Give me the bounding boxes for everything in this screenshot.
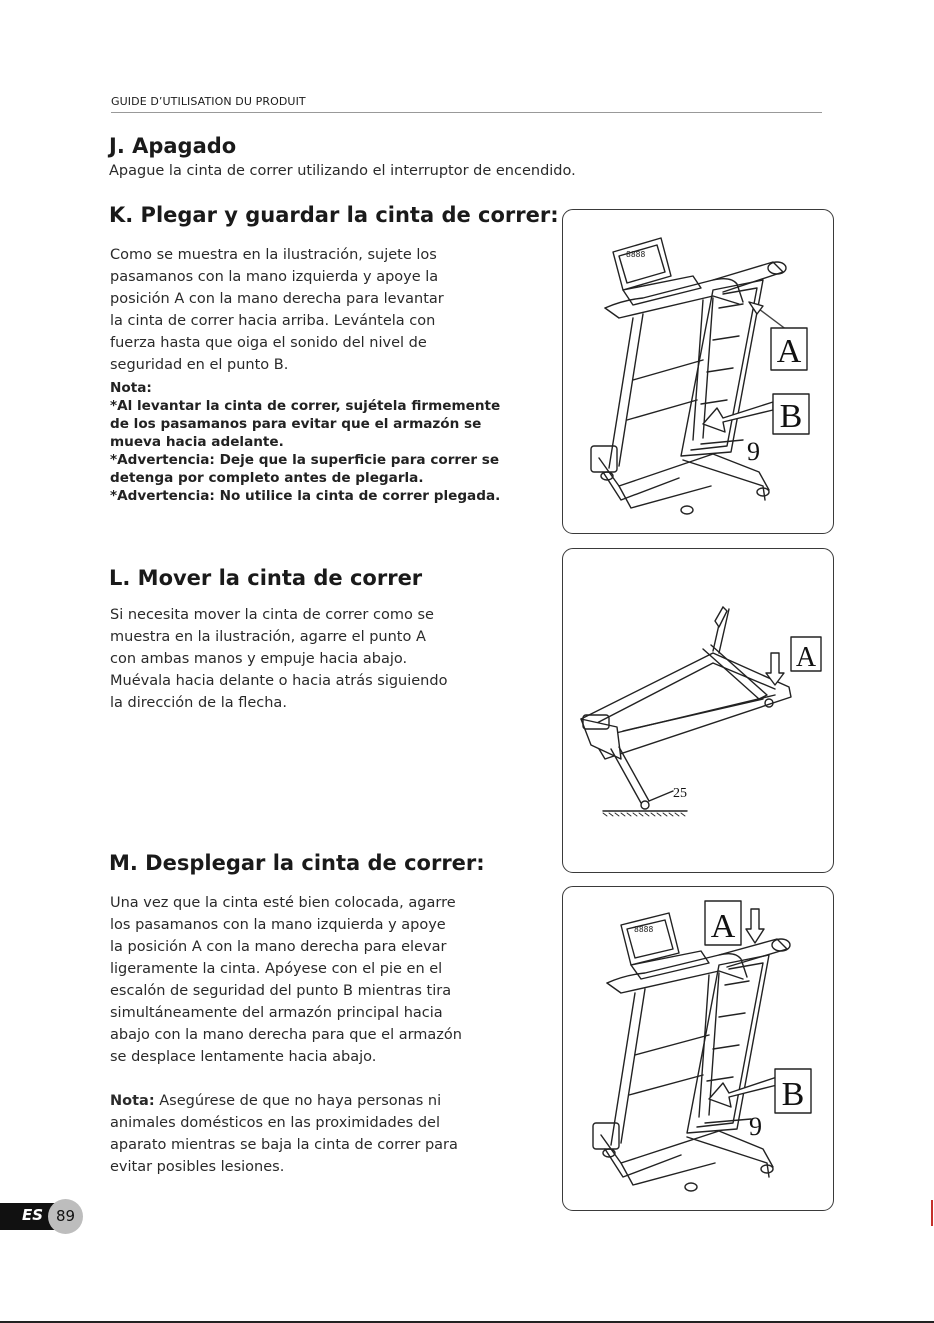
section-k-note-label: Nota:: [110, 380, 152, 396]
section-m-note: [110, 1090, 458, 1178]
section-m-note-line: Asegúrese de que no haya personas ni: [154, 1093, 442, 1109]
section-j-text: Apague la cinta de correr utilizando el interruptor de encendido.: [109, 163, 576, 179]
section-m-line: se desplace lentamente hacia abajo.: [110, 1049, 377, 1065]
section-l-line: con ambas manos y empuje hacia abajo.: [110, 651, 408, 667]
section-l-body: [110, 604, 447, 714]
section-m-note-line: aparato mientras se baja la cinta de correr para: [110, 1137, 458, 1153]
header-label: GUIDE D’UTILISATION DU PRODUIT: [111, 95, 306, 108]
section-m-line: Una vez que la cinta esté bien colocada, agarre: [110, 895, 456, 911]
section-k-note-line: *Al levantar la cinta de correr, sujétela firmemente: [110, 398, 501, 414]
section-m-line: simultáneamente del armazón principal hacia: [110, 1005, 443, 1021]
fold-illustration: [563, 210, 833, 533]
section-m-line: la posición A con la mano derecha para elevar: [110, 939, 447, 955]
unfold-illustration: [563, 887, 833, 1210]
section-m-title: M. Desplegar la cinta de correr:: [109, 851, 485, 875]
section-l-title: L. Mover la cinta de correr: [109, 566, 423, 590]
console-display: 8888: [634, 925, 654, 934]
section-k-note-line: de los pasamanos para evitar que el armazón se: [110, 416, 482, 432]
section-k-line: pasamanos con la mano izquierda y apoye la: [110, 269, 439, 285]
section-m-line: los pasamanos con la mano izquierda y apoye: [110, 917, 446, 933]
part-number-9: 9: [749, 1112, 762, 1141]
callout-b: B: [779, 398, 803, 435]
section-k-line: seguridad en el punto B.: [110, 357, 289, 373]
section-k-line: la cinta de correr hacia arriba. Levántela con: [110, 313, 436, 329]
figure-move-treadmill: [562, 548, 834, 873]
section-l-line: Muévala hacia delante o hacia atrás siguiendo: [110, 673, 448, 689]
callout-a: A: [710, 908, 736, 945]
part-number-25: 25: [673, 786, 687, 801]
section-l-line: Si necesita mover la cinta de correr como se: [110, 607, 434, 623]
section-k-note-line: mueva hacia adelante.: [110, 434, 284, 450]
section-m-line: ligeramente la cinta. Apóyese con el pie en el: [110, 961, 443, 977]
part-number-9: 9: [747, 437, 760, 466]
move-illustration: [563, 549, 833, 872]
callout-a: A: [776, 333, 802, 370]
section-k-notes: [110, 379, 500, 505]
section-k-line: fuerza hasta que oiga el sonido del nivel de: [110, 335, 427, 351]
section-k-note-line: *Advertencia: No utilice la cinta de correr plegada.: [110, 488, 501, 504]
section-m-note-line: animales domésticos en las proximidades del: [110, 1115, 440, 1131]
figure-unfold-treadmill: [562, 886, 834, 1211]
page-number: 89: [55, 1207, 76, 1225]
console-display: 8888: [626, 250, 646, 259]
section-m-body: [110, 892, 462, 1068]
section-m-note-line: evitar posibles lesiones.: [110, 1159, 285, 1175]
section-k-note-line: detenga por completo antes de plegarla.: [110, 470, 424, 486]
section-k-body: [110, 244, 444, 376]
figure-fold-treadmill: [562, 209, 834, 534]
section-m-line: abajo con la mano derecha para que el armazón: [110, 1027, 462, 1043]
section-k-line: Como se muestra en la ilustración, sujete los: [110, 247, 437, 263]
section-m-line: escalón de seguridad del punto B mientras tira: [110, 983, 452, 999]
section-l-line: muestra en la ilustración, agarre el punto A: [110, 629, 426, 645]
section-m-note-label: Nota:: [110, 1093, 155, 1109]
callout-b: B: [781, 1076, 805, 1113]
section-k-line: posición A con la mano derecha para levantar: [110, 291, 444, 307]
section-k-title: K. Plegar y guardar la cinta de correr:: [109, 203, 559, 227]
page-edge-mark: [931, 1200, 933, 1226]
section-k-note-line: *Advertencia: Deje que la superficie para correr se: [110, 452, 500, 468]
section-l-line: la dirección de la flecha.: [110, 695, 287, 711]
callout-a: A: [795, 642, 817, 673]
header-divider: [111, 112, 822, 113]
language-label: ES: [22, 1206, 44, 1224]
section-j-title: J. Apagado: [109, 134, 237, 158]
